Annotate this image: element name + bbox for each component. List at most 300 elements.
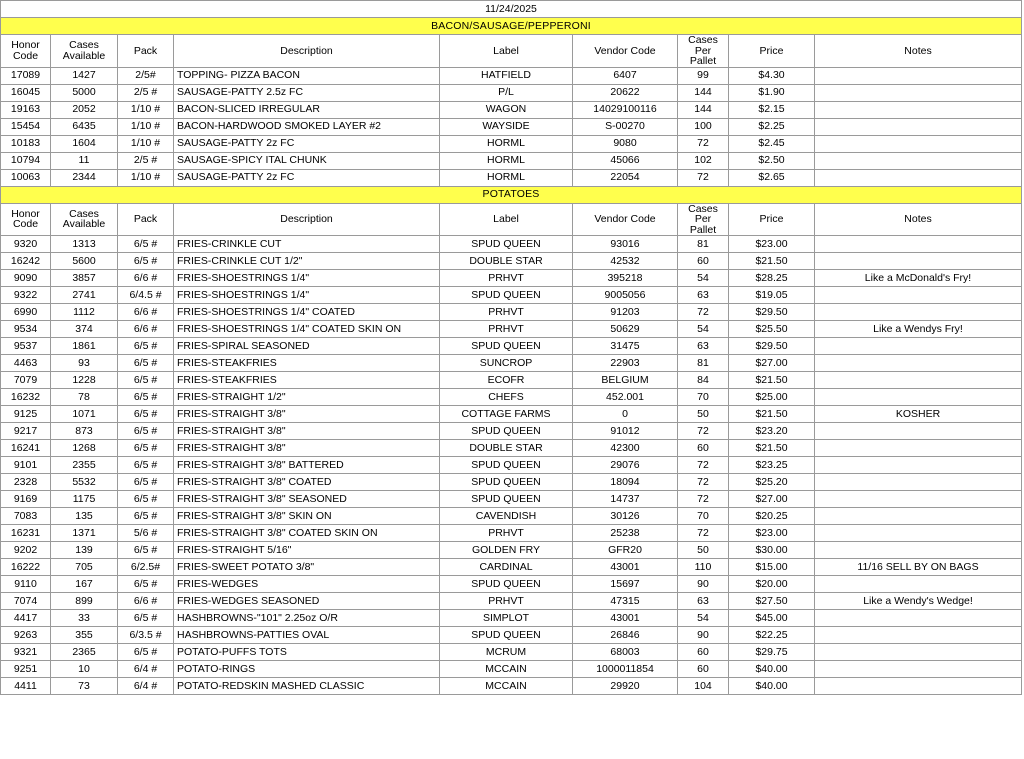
cell-price[interactable]: $2.45 xyxy=(729,135,815,152)
cell-description[interactable]: HASHBROWNS-"101" 2.25oz O/R xyxy=(174,610,440,627)
cell-cases_per_pallet[interactable]: 72 xyxy=(678,304,729,321)
cell-pack[interactable]: 6/5 # xyxy=(118,491,174,508)
cell-cases_available[interactable]: 2741 xyxy=(51,287,118,304)
cell-pack[interactable]: 6/5 # xyxy=(118,508,174,525)
cell-cases_available[interactable]: 1175 xyxy=(51,491,118,508)
cell-notes[interactable] xyxy=(815,84,1022,101)
cell-cases_per_pallet[interactable]: 50 xyxy=(678,542,729,559)
cell-cases_available[interactable]: 93 xyxy=(51,355,118,372)
cell-cases_available[interactable]: 705 xyxy=(51,559,118,576)
cell-label[interactable]: SPUD QUEEN xyxy=(440,338,573,355)
cell-honor_code[interactable]: 9534 xyxy=(1,321,51,338)
cell-cases_per_pallet[interactable]: 72 xyxy=(678,169,729,186)
cell-description[interactable]: FRIES-STRAIGHT 3/8" BATTERED xyxy=(174,457,440,474)
cell-cases_available[interactable]: 5532 xyxy=(51,474,118,491)
cell-pack[interactable]: 2/5# xyxy=(118,67,174,84)
cell-honor_code[interactable]: 16241 xyxy=(1,440,51,457)
cell-cases_per_pallet[interactable]: 60 xyxy=(678,644,729,661)
cell-pack[interactable]: 2/5 # xyxy=(118,152,174,169)
table-row[interactable] xyxy=(1,542,1022,559)
cell-vendor_code[interactable]: 31475 xyxy=(573,338,678,355)
cell-honor_code[interactable]: 16045 xyxy=(1,84,51,101)
cell-honor_code[interactable]: 4411 xyxy=(1,678,51,695)
cell-notes[interactable] xyxy=(815,304,1022,321)
cell-price[interactable]: $4.30 xyxy=(729,67,815,84)
cell-pack[interactable]: 6/5 # xyxy=(118,440,174,457)
cell-price[interactable]: $19.05 xyxy=(729,287,815,304)
cell-price[interactable]: $27.00 xyxy=(729,491,815,508)
cell-label[interactable]: MCRUM xyxy=(440,644,573,661)
cell-cases_available[interactable]: 10 xyxy=(51,661,118,678)
cell-cases_per_pallet[interactable]: 72 xyxy=(678,423,729,440)
cell-notes[interactable] xyxy=(815,135,1022,152)
cell-cases_per_pallet[interactable]: 72 xyxy=(678,474,729,491)
cell-vendor_code[interactable]: S-00270 xyxy=(573,118,678,135)
cell-cases_per_pallet[interactable]: 70 xyxy=(678,508,729,525)
cell-pack[interactable]: 6/5 # xyxy=(118,542,174,559)
cell-pack[interactable]: 1/10 # xyxy=(118,118,174,135)
cell-description[interactable]: SAUSAGE-PATTY 2z FC xyxy=(174,169,440,186)
cell-price[interactable]: $40.00 xyxy=(729,661,815,678)
cell-label[interactable]: P/L xyxy=(440,84,573,101)
cell-cases_per_pallet[interactable]: 50 xyxy=(678,406,729,423)
cell-vendor_code[interactable]: 395218 xyxy=(573,270,678,287)
cell-notes[interactable] xyxy=(815,236,1022,253)
cell-description[interactable]: FRIES-STRAIGHT 1/2" xyxy=(174,389,440,406)
cell-price[interactable]: $30.00 xyxy=(729,542,815,559)
table-row[interactable] xyxy=(1,304,1022,321)
cell-label[interactable]: PRHVT xyxy=(440,525,573,542)
cell-pack[interactable]: 6/5 # xyxy=(118,389,174,406)
cell-vendor_code[interactable]: 0 xyxy=(573,406,678,423)
cell-price[interactable]: $2.25 xyxy=(729,118,815,135)
cell-honor_code[interactable]: 16242 xyxy=(1,253,51,270)
cell-pack[interactable]: 6/5 # xyxy=(118,406,174,423)
cell-description[interactable]: FRIES-STRAIGHT 3/8" COATED xyxy=(174,474,440,491)
cell-label[interactable]: WAGON xyxy=(440,101,573,118)
cell-vendor_code[interactable]: 42300 xyxy=(573,440,678,457)
cell-cases_available[interactable]: 873 xyxy=(51,423,118,440)
cell-price[interactable]: $21.50 xyxy=(729,253,815,270)
table-row[interactable] xyxy=(1,101,1022,118)
cell-cases_available[interactable]: 1861 xyxy=(51,338,118,355)
cell-vendor_code[interactable]: 91012 xyxy=(573,423,678,440)
table-row[interactable] xyxy=(1,576,1022,593)
cell-cases_available[interactable]: 374 xyxy=(51,321,118,338)
cell-notes[interactable] xyxy=(815,491,1022,508)
cell-notes[interactable] xyxy=(815,678,1022,695)
table-row[interactable] xyxy=(1,491,1022,508)
cell-honor_code[interactable]: 16222 xyxy=(1,559,51,576)
cell-description[interactable]: FRIES-STRAIGHT 3/8" SEASONED xyxy=(174,491,440,508)
cell-cases_available[interactable]: 6435 xyxy=(51,118,118,135)
cell-vendor_code[interactable]: 452.001 xyxy=(573,389,678,406)
cell-description[interactable]: TOPPING- PIZZA BACON xyxy=(174,67,440,84)
cell-vendor_code[interactable]: 9080 xyxy=(573,135,678,152)
cell-price[interactable]: $25.50 xyxy=(729,321,815,338)
cell-price[interactable]: $23.25 xyxy=(729,457,815,474)
cell-cases_available[interactable]: 355 xyxy=(51,627,118,644)
cell-description[interactable]: POTATO-REDSKIN MASHED CLASSIC xyxy=(174,678,440,695)
cell-description[interactable]: FRIES-STRAIGHT 3/8" xyxy=(174,440,440,457)
cell-honor_code[interactable]: 9321 xyxy=(1,644,51,661)
cell-pack[interactable]: 6/5 # xyxy=(118,457,174,474)
cell-honor_code[interactable]: 10794 xyxy=(1,152,51,169)
cell-vendor_code[interactable]: 47315 xyxy=(573,593,678,610)
cell-notes[interactable] xyxy=(815,118,1022,135)
cell-label[interactable]: SPUD QUEEN xyxy=(440,423,573,440)
cell-notes[interactable] xyxy=(815,423,1022,440)
cell-price[interactable]: $23.00 xyxy=(729,236,815,253)
cell-price[interactable]: $23.20 xyxy=(729,423,815,440)
cell-label[interactable]: DOUBLE STAR xyxy=(440,253,573,270)
cell-honor_code[interactable]: 9202 xyxy=(1,542,51,559)
cell-cases_per_pallet[interactable]: 81 xyxy=(678,355,729,372)
cell-cases_per_pallet[interactable]: 63 xyxy=(678,593,729,610)
cell-notes[interactable]: Like a Wendy's Wedge! xyxy=(815,593,1022,610)
cell-honor_code[interactable]: 9537 xyxy=(1,338,51,355)
cell-pack[interactable]: 6/6 # xyxy=(118,593,174,610)
table-row[interactable] xyxy=(1,406,1022,423)
cell-vendor_code[interactable]: 29076 xyxy=(573,457,678,474)
cell-price[interactable]: $29.50 xyxy=(729,338,815,355)
cell-vendor_code[interactable]: 43001 xyxy=(573,559,678,576)
cell-pack[interactable]: 6/4 # xyxy=(118,661,174,678)
cell-honor_code[interactable]: 7083 xyxy=(1,508,51,525)
cell-cases_per_pallet[interactable]: 144 xyxy=(678,101,729,118)
cell-pack[interactable]: 1/10 # xyxy=(118,135,174,152)
cell-pack[interactable]: 1/10 # xyxy=(118,101,174,118)
table-row[interactable] xyxy=(1,169,1022,186)
cell-description[interactable]: FRIES-WEDGES xyxy=(174,576,440,593)
cell-description[interactable]: POTATO-PUFFS TOTS xyxy=(174,644,440,661)
cell-pack[interactable]: 6/4 # xyxy=(118,678,174,695)
cell-cases_available[interactable]: 2365 xyxy=(51,644,118,661)
cell-price[interactable]: $21.50 xyxy=(729,440,815,457)
cell-price[interactable]: $2.15 xyxy=(729,101,815,118)
cell-label[interactable]: MCCAIN xyxy=(440,661,573,678)
table-row[interactable] xyxy=(1,372,1022,389)
table-row[interactable] xyxy=(1,135,1022,152)
cell-price[interactable]: $22.25 xyxy=(729,627,815,644)
table-row[interactable] xyxy=(1,661,1022,678)
cell-description[interactable]: POTATO-RINGS xyxy=(174,661,440,678)
cell-notes[interactable] xyxy=(815,661,1022,678)
cell-description[interactable]: FRIES-CRINKLE CUT xyxy=(174,236,440,253)
cell-vendor_code[interactable]: 22054 xyxy=(573,169,678,186)
cell-description[interactable]: FRIES-SWEET POTATO 3/8" xyxy=(174,559,440,576)
cell-vendor_code[interactable]: 22903 xyxy=(573,355,678,372)
cell-notes[interactable]: KOSHER xyxy=(815,406,1022,423)
cell-honor_code[interactable]: 7074 xyxy=(1,593,51,610)
cell-cases_per_pallet[interactable]: 72 xyxy=(678,457,729,474)
cell-cases_per_pallet[interactable]: 110 xyxy=(678,559,729,576)
cell-honor_code[interactable]: 19163 xyxy=(1,101,51,118)
cell-price[interactable]: $27.00 xyxy=(729,355,815,372)
cell-label[interactable]: PRHVT xyxy=(440,321,573,338)
cell-cases_available[interactable]: 11 xyxy=(51,152,118,169)
table-row[interactable] xyxy=(1,321,1022,338)
cell-honor_code[interactable]: 15454 xyxy=(1,118,51,135)
cell-cases_available[interactable]: 5000 xyxy=(51,84,118,101)
cell-honor_code[interactable]: 9320 xyxy=(1,236,51,253)
cell-description[interactable]: FRIES-STEAKFRIES xyxy=(174,355,440,372)
table-row[interactable] xyxy=(1,236,1022,253)
cell-price[interactable]: $21.50 xyxy=(729,372,815,389)
cell-description[interactable]: FRIES-STRAIGHT 3/8" SKIN ON xyxy=(174,508,440,525)
table-row[interactable] xyxy=(1,610,1022,627)
cell-vendor_code[interactable]: 25238 xyxy=(573,525,678,542)
cell-label[interactable]: HORML xyxy=(440,135,573,152)
cell-cases_per_pallet[interactable]: 54 xyxy=(678,321,729,338)
cell-notes[interactable] xyxy=(815,389,1022,406)
cell-price[interactable]: $25.00 xyxy=(729,389,815,406)
cell-pack[interactable]: 6/5 # xyxy=(118,610,174,627)
cell-notes[interactable] xyxy=(815,508,1022,525)
cell-cases_available[interactable]: 1228 xyxy=(51,372,118,389)
cell-honor_code[interactable]: 7079 xyxy=(1,372,51,389)
cell-notes[interactable] xyxy=(815,101,1022,118)
cell-vendor_code[interactable]: 14029100116 xyxy=(573,101,678,118)
cell-vendor_code[interactable]: 15697 xyxy=(573,576,678,593)
cell-description[interactable]: FRIES-SHOESTRINGS 1/4" COATED SKIN ON xyxy=(174,321,440,338)
cell-notes[interactable] xyxy=(815,576,1022,593)
cell-cases_per_pallet[interactable]: 70 xyxy=(678,389,729,406)
cell-label[interactable]: CHEFS xyxy=(440,389,573,406)
cell-pack[interactable]: 6/6 # xyxy=(118,270,174,287)
cell-cases_available[interactable]: 139 xyxy=(51,542,118,559)
cell-price[interactable]: $29.75 xyxy=(729,644,815,661)
cell-pack[interactable]: 5/6 # xyxy=(118,525,174,542)
cell-vendor_code[interactable]: 42532 xyxy=(573,253,678,270)
cell-description[interactable]: FRIES-STRAIGHT 3/8" xyxy=(174,423,440,440)
table-row[interactable] xyxy=(1,440,1022,457)
cell-price[interactable]: $28.25 xyxy=(729,270,815,287)
cell-price[interactable]: $25.20 xyxy=(729,474,815,491)
cell-cases_available[interactable]: 1313 xyxy=(51,236,118,253)
cell-cases_available[interactable]: 1604 xyxy=(51,135,118,152)
cell-description[interactable]: FRIES-STRAIGHT 3/8" COATED SKIN ON xyxy=(174,525,440,542)
cell-cases_available[interactable]: 2052 xyxy=(51,101,118,118)
cell-pack[interactable]: 6/5 # xyxy=(118,644,174,661)
cell-vendor_code[interactable]: 26846 xyxy=(573,627,678,644)
cell-pack[interactable]: 6/5 # xyxy=(118,253,174,270)
cell-description[interactable]: BACON-SLICED IRREGULAR xyxy=(174,101,440,118)
cell-cases_per_pallet[interactable]: 63 xyxy=(678,287,729,304)
cell-cases_per_pallet[interactable]: 90 xyxy=(678,576,729,593)
cell-notes[interactable] xyxy=(815,253,1022,270)
cell-cases_per_pallet[interactable]: 104 xyxy=(678,678,729,695)
table-row[interactable] xyxy=(1,389,1022,406)
table-row[interactable] xyxy=(1,118,1022,135)
table-row[interactable] xyxy=(1,270,1022,287)
cell-pack[interactable]: 6/3.5 # xyxy=(118,627,174,644)
cell-cases_available[interactable]: 33 xyxy=(51,610,118,627)
cell-cases_per_pallet[interactable]: 84 xyxy=(678,372,729,389)
cell-cases_available[interactable]: 1427 xyxy=(51,67,118,84)
cell-description[interactable]: FRIES-CRINKLE CUT 1/2" xyxy=(174,253,440,270)
table-row[interactable] xyxy=(1,67,1022,84)
cell-vendor_code[interactable]: 68003 xyxy=(573,644,678,661)
cell-description[interactable]: FRIES-SHOESTRINGS 1/4" COATED xyxy=(174,304,440,321)
cell-description[interactable]: HASHBROWNS-PATTIES OVAL xyxy=(174,627,440,644)
cell-honor_code[interactable]: 9322 xyxy=(1,287,51,304)
cell-honor_code[interactable]: 10183 xyxy=(1,135,51,152)
cell-cases_per_pallet[interactable]: 54 xyxy=(678,610,729,627)
cell-label[interactable]: SIMPLOT xyxy=(440,610,573,627)
cell-cases_available[interactable]: 78 xyxy=(51,389,118,406)
cell-notes[interactable] xyxy=(815,610,1022,627)
cell-honor_code[interactable]: 9110 xyxy=(1,576,51,593)
cell-description[interactable]: FRIES-SHOESTRINGS 1/4" xyxy=(174,270,440,287)
cell-label[interactable]: PRHVT xyxy=(440,304,573,321)
cell-label[interactable]: SPUD QUEEN xyxy=(440,287,573,304)
cell-notes[interactable] xyxy=(815,440,1022,457)
cell-price[interactable]: $20.00 xyxy=(729,576,815,593)
cell-pack[interactable]: 6/5 # xyxy=(118,474,174,491)
cell-notes[interactable] xyxy=(815,474,1022,491)
cell-label[interactable]: HATFIELD xyxy=(440,67,573,84)
cell-pack[interactable]: 6/5 # xyxy=(118,236,174,253)
cell-label[interactable]: HORML xyxy=(440,152,573,169)
cell-pack[interactable]: 6/6 # xyxy=(118,304,174,321)
cell-label[interactable]: SUNCROP xyxy=(440,355,573,372)
cell-notes[interactable] xyxy=(815,627,1022,644)
table-row[interactable] xyxy=(1,593,1022,610)
cell-notes[interactable]: 11/16 SELL BY ON BAGS xyxy=(815,559,1022,576)
cell-notes[interactable] xyxy=(815,542,1022,559)
cell-vendor_code[interactable]: GFR20 xyxy=(573,542,678,559)
cell-price[interactable]: $2.50 xyxy=(729,152,815,169)
cell-vendor_code[interactable]: 9005056 xyxy=(573,287,678,304)
cell-notes[interactable] xyxy=(815,169,1022,186)
cell-honor_code[interactable]: 9251 xyxy=(1,661,51,678)
cell-cases_per_pallet[interactable]: 60 xyxy=(678,440,729,457)
cell-label[interactable]: SPUD QUEEN xyxy=(440,576,573,593)
cell-cases_available[interactable]: 2355 xyxy=(51,457,118,474)
cell-honor_code[interactable]: 9101 xyxy=(1,457,51,474)
cell-notes[interactable] xyxy=(815,525,1022,542)
cell-vendor_code[interactable]: 6407 xyxy=(573,67,678,84)
cell-cases_available[interactable]: 5600 xyxy=(51,253,118,270)
cell-description[interactable]: SAUSAGE-PATTY 2z FC xyxy=(174,135,440,152)
cell-cases_per_pallet[interactable]: 99 xyxy=(678,67,729,84)
cell-vendor_code[interactable]: 50629 xyxy=(573,321,678,338)
cell-honor_code[interactable]: 6990 xyxy=(1,304,51,321)
cell-label[interactable]: ECOFR xyxy=(440,372,573,389)
cell-cases_per_pallet[interactable]: 102 xyxy=(678,152,729,169)
cell-description[interactable]: FRIES-STEAKFRIES xyxy=(174,372,440,389)
cell-pack[interactable]: 6/5 # xyxy=(118,576,174,593)
cell-label[interactable]: WAYSIDE xyxy=(440,118,573,135)
table-row[interactable] xyxy=(1,338,1022,355)
cell-honor_code[interactable]: 9263 xyxy=(1,627,51,644)
cell-notes[interactable] xyxy=(815,152,1022,169)
cell-label[interactable]: CAVENDISH xyxy=(440,508,573,525)
cell-price[interactable]: $23.00 xyxy=(729,525,815,542)
cell-cases_available[interactable]: 3857 xyxy=(51,270,118,287)
cell-vendor_code[interactable]: 45066 xyxy=(573,152,678,169)
cell-pack[interactable]: 6/2.5# xyxy=(118,559,174,576)
cell-cases_available[interactable]: 73 xyxy=(51,678,118,695)
cell-pack[interactable]: 2/5 # xyxy=(118,84,174,101)
cell-description[interactable]: BACON-HARDWOOD SMOKED LAYER #2 xyxy=(174,118,440,135)
cell-vendor_code[interactable]: 91203 xyxy=(573,304,678,321)
cell-vendor_code[interactable]: 30126 xyxy=(573,508,678,525)
cell-cases_available[interactable]: 167 xyxy=(51,576,118,593)
cell-price[interactable]: $27.50 xyxy=(729,593,815,610)
cell-cases_available[interactable]: 1371 xyxy=(51,525,118,542)
table-row[interactable] xyxy=(1,508,1022,525)
cell-pack[interactable]: 1/10 # xyxy=(118,169,174,186)
cell-cases_per_pallet[interactable]: 81 xyxy=(678,236,729,253)
cell-honor_code[interactable]: 9125 xyxy=(1,406,51,423)
cell-label[interactable]: COTTAGE FARMS xyxy=(440,406,573,423)
cell-honor_code[interactable]: 9169 xyxy=(1,491,51,508)
table-row[interactable] xyxy=(1,253,1022,270)
cell-description[interactable]: FRIES-WEDGES SEASONED xyxy=(174,593,440,610)
cell-cases_per_pallet[interactable]: 72 xyxy=(678,525,729,542)
cell-vendor_code[interactable]: 18094 xyxy=(573,474,678,491)
cell-description[interactable]: FRIES-STRAIGHT 5/16" xyxy=(174,542,440,559)
cell-cases_per_pallet[interactable]: 144 xyxy=(678,84,729,101)
cell-cases_available[interactable]: 1112 xyxy=(51,304,118,321)
cell-notes[interactable] xyxy=(815,287,1022,304)
table-row[interactable] xyxy=(1,525,1022,542)
cell-honor_code[interactable]: 10063 xyxy=(1,169,51,186)
table-row[interactable] xyxy=(1,474,1022,491)
cell-vendor_code[interactable]: 20622 xyxy=(573,84,678,101)
cell-cases_available[interactable]: 135 xyxy=(51,508,118,525)
cell-price[interactable]: $1.90 xyxy=(729,84,815,101)
cell-price[interactable]: $29.50 xyxy=(729,304,815,321)
cell-description[interactable]: FRIES-SHOESTRINGS 1/4" xyxy=(174,287,440,304)
cell-pack[interactable]: 6/6 # xyxy=(118,321,174,338)
cell-notes[interactable] xyxy=(815,67,1022,84)
table-row[interactable] xyxy=(1,678,1022,695)
cell-honor_code[interactable]: 9090 xyxy=(1,270,51,287)
cell-label[interactable]: SPUD QUEEN xyxy=(440,491,573,508)
cell-cases_per_pallet[interactable]: 100 xyxy=(678,118,729,135)
table-row[interactable] xyxy=(1,287,1022,304)
cell-label[interactable]: SPUD QUEEN xyxy=(440,474,573,491)
cell-description[interactable]: FRIES-SPIRAL SEASONED xyxy=(174,338,440,355)
cell-honor_code[interactable]: 4463 xyxy=(1,355,51,372)
cell-cases_available[interactable]: 1268 xyxy=(51,440,118,457)
cell-label[interactable]: SPUD QUEEN xyxy=(440,627,573,644)
cell-price[interactable]: $40.00 xyxy=(729,678,815,695)
table-row[interactable] xyxy=(1,84,1022,101)
cell-label[interactable]: HORML xyxy=(440,169,573,186)
cell-pack[interactable]: 6/5 # xyxy=(118,423,174,440)
cell-notes[interactable] xyxy=(815,355,1022,372)
cell-cases_per_pallet[interactable]: 72 xyxy=(678,135,729,152)
table-row[interactable] xyxy=(1,423,1022,440)
cell-price[interactable]: $21.50 xyxy=(729,406,815,423)
cell-notes[interactable] xyxy=(815,338,1022,355)
cell-cases_per_pallet[interactable]: 90 xyxy=(678,627,729,644)
cell-price[interactable]: $15.00 xyxy=(729,559,815,576)
table-row[interactable] xyxy=(1,355,1022,372)
cell-notes[interactable]: Like a Wendys Fry! xyxy=(815,321,1022,338)
cell-honor_code[interactable]: 16232 xyxy=(1,389,51,406)
cell-price[interactable]: $45.00 xyxy=(729,610,815,627)
cell-pack[interactable]: 6/4.5 # xyxy=(118,287,174,304)
cell-label[interactable]: CARDINAL xyxy=(440,559,573,576)
cell-vendor_code[interactable]: 14737 xyxy=(573,491,678,508)
cell-cases_per_pallet[interactable]: 63 xyxy=(678,338,729,355)
cell-vendor_code[interactable]: BELGIUM xyxy=(573,372,678,389)
